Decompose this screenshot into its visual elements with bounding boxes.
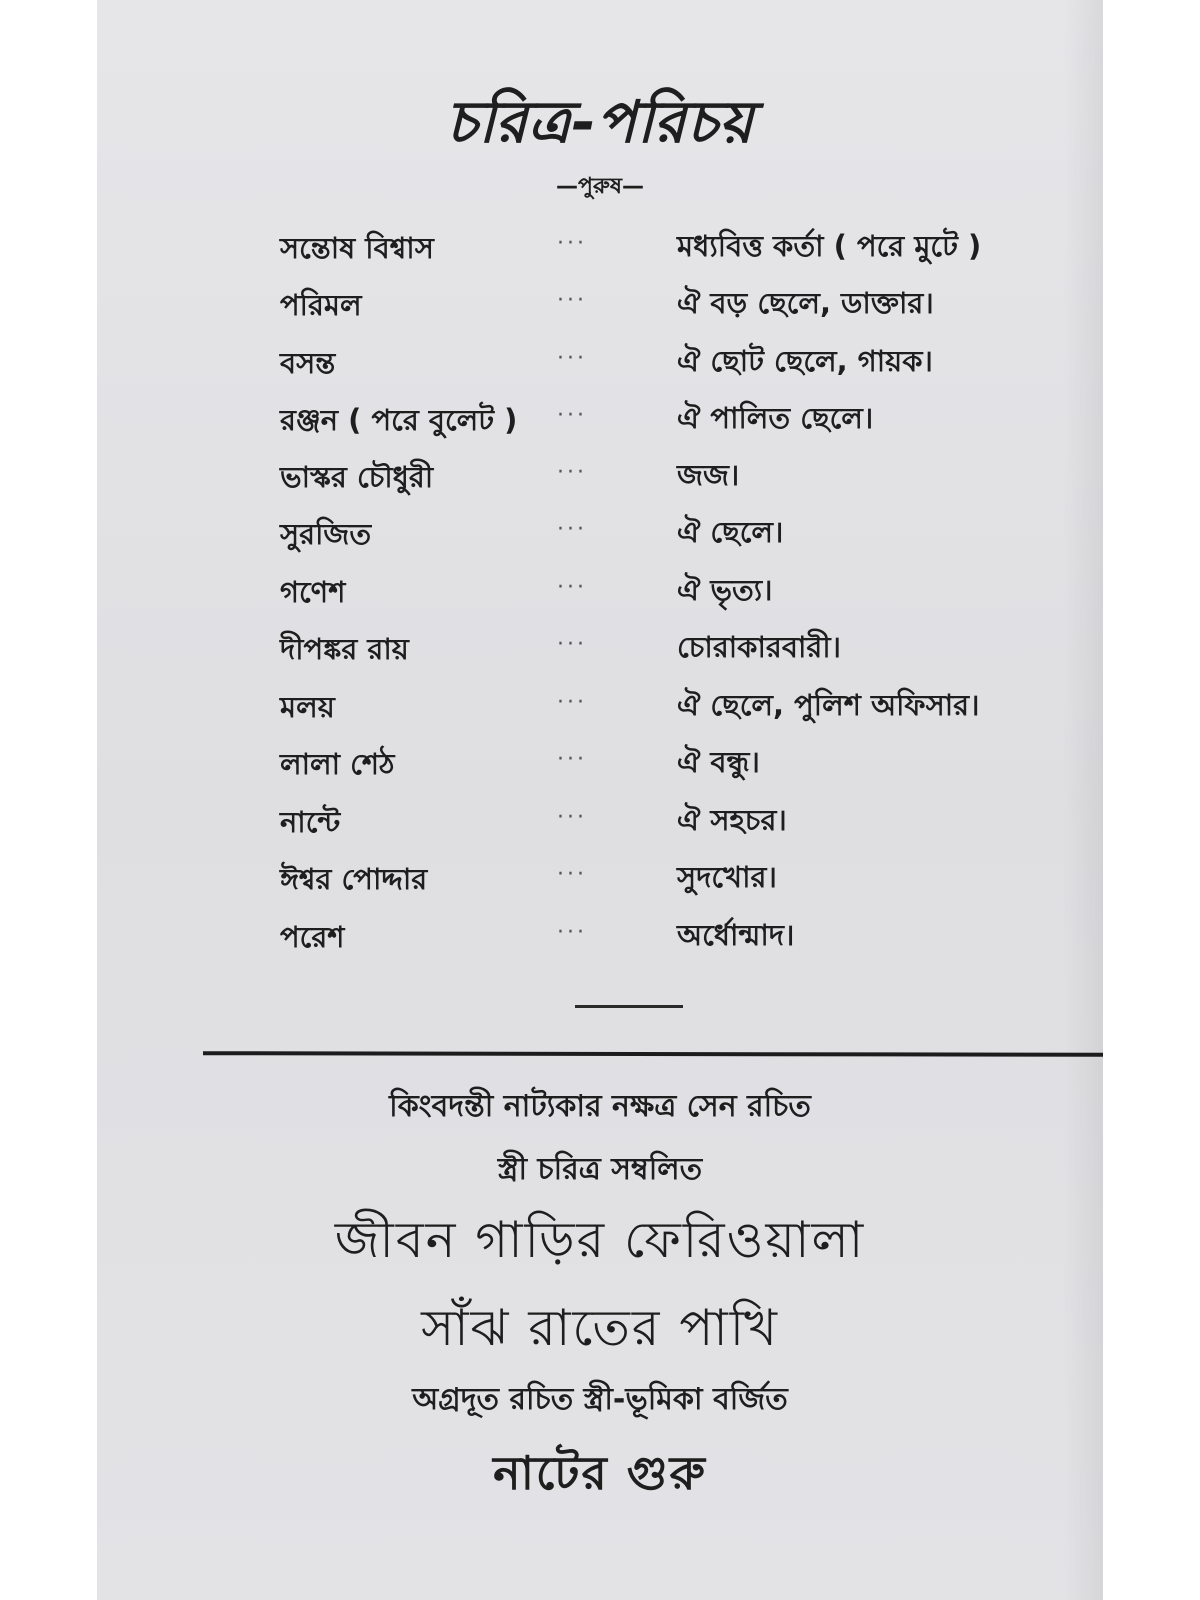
book-page (97, 0, 1103, 1600)
cast-description: সুদখোর। (677, 860, 777, 894)
cast-row (97, 508, 1103, 560)
cast-name: মলয় (280, 690, 335, 724)
cast-description: জজ। (677, 458, 740, 492)
cast-name: লালা শেঠ (280, 747, 395, 781)
cast-separator: ··· (557, 575, 587, 600)
cast-row (97, 738, 1103, 790)
cast-separator: ··· (557, 517, 587, 542)
cast-description: ঐ ছোট ছেলে, গায়ক। (677, 344, 933, 378)
cast-separator: ··· (557, 231, 587, 256)
cast-name: বসন্ত (280, 346, 336, 380)
cast-description: ঐ বন্ধু। (677, 745, 760, 779)
cast-row (97, 911, 1103, 963)
cast-row (97, 681, 1103, 733)
cast-name: সুরজিত (280, 517, 372, 551)
cast-row (97, 566, 1103, 618)
cast-separator: ··· (557, 288, 587, 313)
section-divider (203, 1051, 1103, 1057)
cast-description: ঐ সহচর। (677, 803, 787, 837)
cast-separator: ··· (557, 920, 587, 945)
cast-name: দীপঙ্কর রায় (280, 632, 409, 666)
advert-byline: অগ্রদূত রচিত স্ত্রী-ভূমিকা বর্জিত (412, 1382, 788, 1417)
cast-separator: ··· (557, 346, 587, 371)
cast-name: গণেশ (280, 575, 346, 609)
advert-play-title: জীবন গাড়ির ফেরিওয়ালা (334, 1211, 866, 1269)
section-subtitle: —পুরুষ— (556, 174, 644, 199)
advert-note: স্ত্রী চরিত্র সম্বলিত (497, 1152, 703, 1187)
cast-name: নান্টে (280, 805, 341, 839)
cast-separator: ··· (557, 403, 587, 428)
cast-name: সন্তোষ বিশ্বাস (280, 231, 434, 265)
cast-separator: ··· (557, 690, 587, 715)
cast-description: ঐ ছেলে। (677, 515, 784, 549)
cast-name: পরেশ (280, 920, 345, 954)
cast-name: ভাস্কর চৌধুরী (280, 460, 434, 494)
cast-separator: ··· (557, 747, 587, 772)
cast-separator: ··· (557, 460, 587, 485)
cast-description: ঐ ছেলে, পুলিশ অফিসার। (677, 688, 980, 722)
cast-separator: ··· (557, 862, 587, 887)
cast-name: রঞ্জন ( পরে বুলেট ) (280, 403, 518, 437)
cast-description: ঐ পালিত ছেলে। (677, 401, 874, 435)
cast-separator: ··· (557, 632, 587, 657)
cast-row (97, 394, 1103, 446)
cast-row (97, 796, 1103, 848)
cast-row (97, 853, 1103, 905)
short-divider (575, 1005, 683, 1008)
page-title: চরিত্র-পরিচয় (446, 88, 754, 156)
cast-row (97, 451, 1103, 503)
cast-description: ঐ বড় ছেলে, ডাক্তার। (677, 286, 934, 320)
advert-play-title: নাটের গুরু (493, 1446, 707, 1500)
advert-play-title: সাঁঝ রাতের পাখি (421, 1299, 779, 1357)
advert-byline: কিংবদন্তী নাট্যকার নক্ষত্র সেন রচিত (389, 1089, 811, 1124)
cast-description: অর্ধোন্মাদ। (677, 918, 795, 952)
cast-row (97, 279, 1103, 331)
cast-name: ঈশ্বর পোদ্দার (280, 862, 428, 896)
cast-row (97, 337, 1103, 389)
cast-row (97, 623, 1103, 675)
cast-separator: ··· (557, 805, 587, 830)
cast-name: পরিমল (280, 288, 362, 322)
cast-description: মধ্যবিত্ত কর্তা ( পরে মুটে ) (677, 229, 982, 263)
cast-description: চোরাকারবারী। (677, 630, 842, 664)
cast-description: ঐ ভৃত্য। (677, 573, 773, 607)
cast-row (97, 222, 1103, 274)
